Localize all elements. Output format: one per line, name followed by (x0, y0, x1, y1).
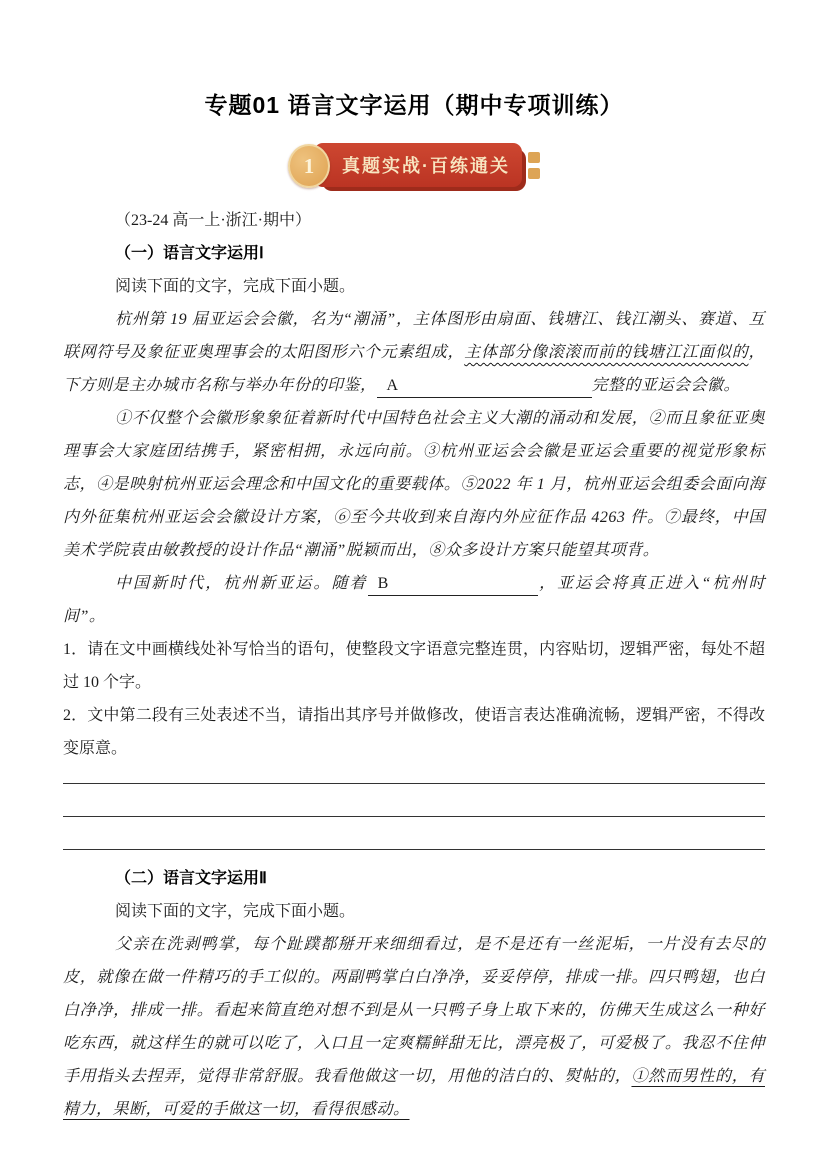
blank-b-label: B (377, 575, 389, 592)
fill-in-blank-a (377, 375, 592, 398)
fill-in-blank-b (368, 573, 538, 596)
ribbon-label: 真题实战·百练通关 (342, 156, 510, 176)
document-content (0, 88, 827, 1126)
blank-a-label: A (386, 377, 399, 394)
para1-text-after-wavy: ，下方则是主办城市名称与举办年份的印鉴， (63, 344, 765, 394)
passage1-paragraph3 (63, 567, 765, 633)
section2-intro: 阅读下面的文字，完成下面小题。 (115, 903, 356, 920)
exam-source-note: （23-24 高一上·浙江·期中） (115, 212, 311, 229)
question-2: 2．文中第二段有三处表述不当，请指出其序号并做修改，使语言表达准确流畅，逻辑严密，不得改变原意。 (63, 707, 765, 757)
question-1: 1．请在文中画横线处补写恰当的语句，使整段文字语意完整连贯，内容贴切，逻辑严密，每处不超过 10 个字。 (63, 641, 765, 691)
answer-line (63, 784, 765, 817)
para3-text-after-blank: ，亚运会将真正进入“杭州时间”。 (63, 575, 765, 625)
ribbon-number-medal: 1 (288, 144, 330, 188)
para1-wavy-underlined-text: 主体部分像滚滚而前的钱塘江江面似的 (464, 344, 749, 361)
passage2-text-before-underline: 父亲在洗剥鸭掌，每个趾蹼都掰开来细细看过，是不是还有一丝泥垢，一片没有去尽的皮，就像在做一件精巧的手工似的。两副鸭掌白白净净，妥妥停停，排成一排。四只鸭翅，也白白净净，排成一排。看起来简直绝对想不到是从一只鸭子身上取下来的，仿佛天生成这么一种好吃东西，就这样生的就可以吃了，入口且一定爽糯鲜甜无比，漂亮极了，可爱极了。我忍不住伸手用指头去捏弄，觉得非常舒服。我看他做这一切，用他的洁白的、熨帖的， (63, 936, 765, 1085)
page-title: 专题01 语言文字运用（期中专项训练） (204, 92, 624, 118)
answer-line (63, 817, 765, 850)
section1-heading: （一）语言文字运用Ⅰ (115, 245, 264, 262)
section1-intro: 阅读下面的文字，完成下面小题。 (115, 278, 356, 295)
passage2-underlined-text: ①然而男性的，有精力，果断，可爱的手做这一切，看得很感动。 (63, 1068, 765, 1118)
answer-line (63, 765, 765, 784)
para1-text-before-wavy: 杭州第 19 届亚运会会徽，名为“潮涌”，主体图形由扇面、钱塘江、钱江潮头、赛道、互联网符号及象征亚奥理事会的太阳图形六个元素组成， (63, 311, 765, 361)
section2-heading: （二）语言文字运用Ⅱ (115, 870, 267, 887)
para3-text-before-blank: 中国新时代，杭州新亚运。随着 (115, 575, 368, 592)
passage1-paragraph1 (63, 303, 765, 402)
answer-ruling-lines (63, 765, 765, 850)
section-ribbon-badge (288, 140, 540, 190)
passage1-paragraph2: ①不仅整个会徽形象象征着新时代中国特色社会主义大潮的涌动和发展，②而且象征亚奥理事会大家庭团结携手，紧密相拥，永远向前。③杭州亚运会会徽是亚运会重要的视觉形象标志，④是映射杭州亚运会理念和中国文化的重要载体。⑤2022 年 1 月，杭州亚运会组委会面向海内外征集杭州亚运会会徽设计方案，⑥至今共收到来自海内外应征作品 4263 件。⑦最终，中国美术学院袁由敏教授的设计作品“潮涌”脱颖而出，⑧众多设计方案只能望其项背。 (63, 410, 765, 559)
ribbon-body (314, 143, 522, 187)
para1-text-after-blank: 完整的亚运会会徽。 (591, 377, 741, 394)
passage2-paragraph (63, 928, 765, 1126)
ribbon-deco-squares (528, 152, 540, 184)
